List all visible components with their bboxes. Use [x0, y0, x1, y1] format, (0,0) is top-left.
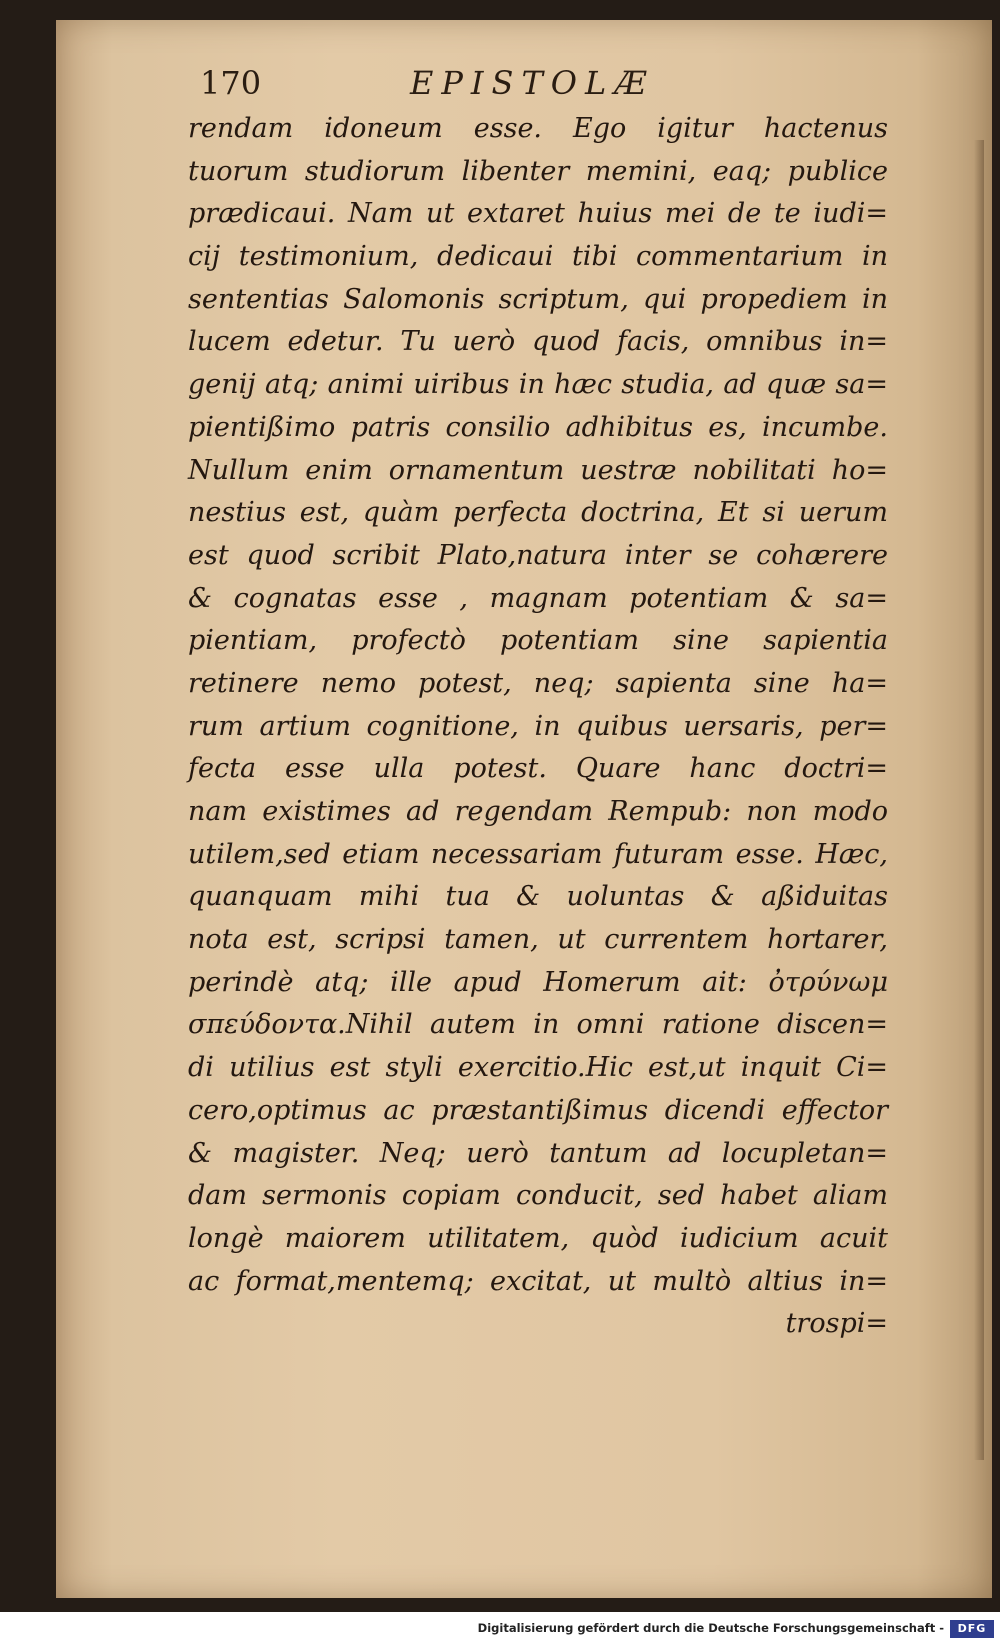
page-gutter-shadow [974, 140, 984, 1460]
text-line: tuorum studiorum libenter memini, eaq; publice [188, 155, 888, 187]
text-line: prædicaui. Nam ut extaret huius mei de te iudi= [188, 198, 888, 230]
catchword: trospi= [785, 1308, 888, 1340]
text-line: nam existimes ad regendam Rempub: non modo [188, 796, 888, 827]
dfg-logo: DFG [950, 1620, 994, 1638]
text-line: perindè atq; ille apud Homerum ait: ὀτρύνωμ [188, 966, 888, 998]
text-line: dam sermonis copiam conducit, sed habet aliam [188, 1180, 888, 1212]
text-line: ac format,mentemq; excitat, ut multò altius in= [188, 1265, 888, 1297]
text-line: pientiam, profectò potentiam sine sapientia [188, 625, 888, 657]
text-line: longè maiorem utilitatem, quòd iudicium acuit [188, 1222, 888, 1254]
footer-credit: Digitalisierung gefördert durch die Deutsche Forschungsgemeinschaft - [477, 1621, 944, 1635]
text-line: retinere nemo potest, neq; sapienta sine ha= [188, 667, 888, 699]
text-line: cij testimonium, dedicaui tibi commentarium in [188, 241, 888, 273]
text-line: rendam idoneum esse. Ego igitur hactenus [188, 113, 888, 144]
text-line: σπεύδοντα.Nihil autem in omni ratione discen= [188, 1009, 888, 1041]
running-head [200, 64, 760, 108]
text-line: di utilius est styli exercitio.Hic est,ut inquit Ci= [188, 1052, 888, 1084]
text-line: pientißimo patris consilio adhibitus es, incumbe. [188, 411, 888, 443]
page-number: 170 [200, 64, 262, 102]
text-line: & magister. Neq; uerò tantum ad locupletan= [188, 1137, 888, 1169]
text-line: utilem,sed etiam necessariam futuram esse. Hæc, [188, 838, 888, 870]
text-line: rum artium cognitione, in quibus uersaris, per= [188, 710, 888, 742]
body-text [188, 108, 888, 1346]
digitization-footer [0, 1612, 1000, 1646]
text-line: Nullum enim ornamentum uestræ nobilitati ho= [188, 454, 888, 486]
text-line: sententias Salomonis scriptum, qui propediem in [188, 283, 888, 315]
text-line: genij atq; animi uiribus in hæc studia, ad quæ sa= [188, 369, 888, 401]
text-line: fecta esse ulla potest. Quare hanc doctri= [188, 753, 888, 785]
running-head-title: EPISTOLÆ [410, 64, 655, 102]
text-line: cero,optimus ac præstantißimus dicendi effector [188, 1094, 888, 1126]
text-line: nota est, scripsi tamen, ut currentem hortarer, [188, 924, 888, 956]
text-line: lucem edetur. Tu uerò quod facis, omnibus in= [188, 326, 888, 358]
text-line: & cognatas esse , magnam potentiam & sa= [188, 582, 888, 614]
text-line: nestius est, quàm perfecta doctrina, Et si uerum [188, 497, 888, 529]
text-line: quanquam mihi tua & uoluntas & aßiduitas [188, 881, 888, 913]
text-line: est quod scribit Plato,natura inter se cohærere [188, 539, 888, 571]
